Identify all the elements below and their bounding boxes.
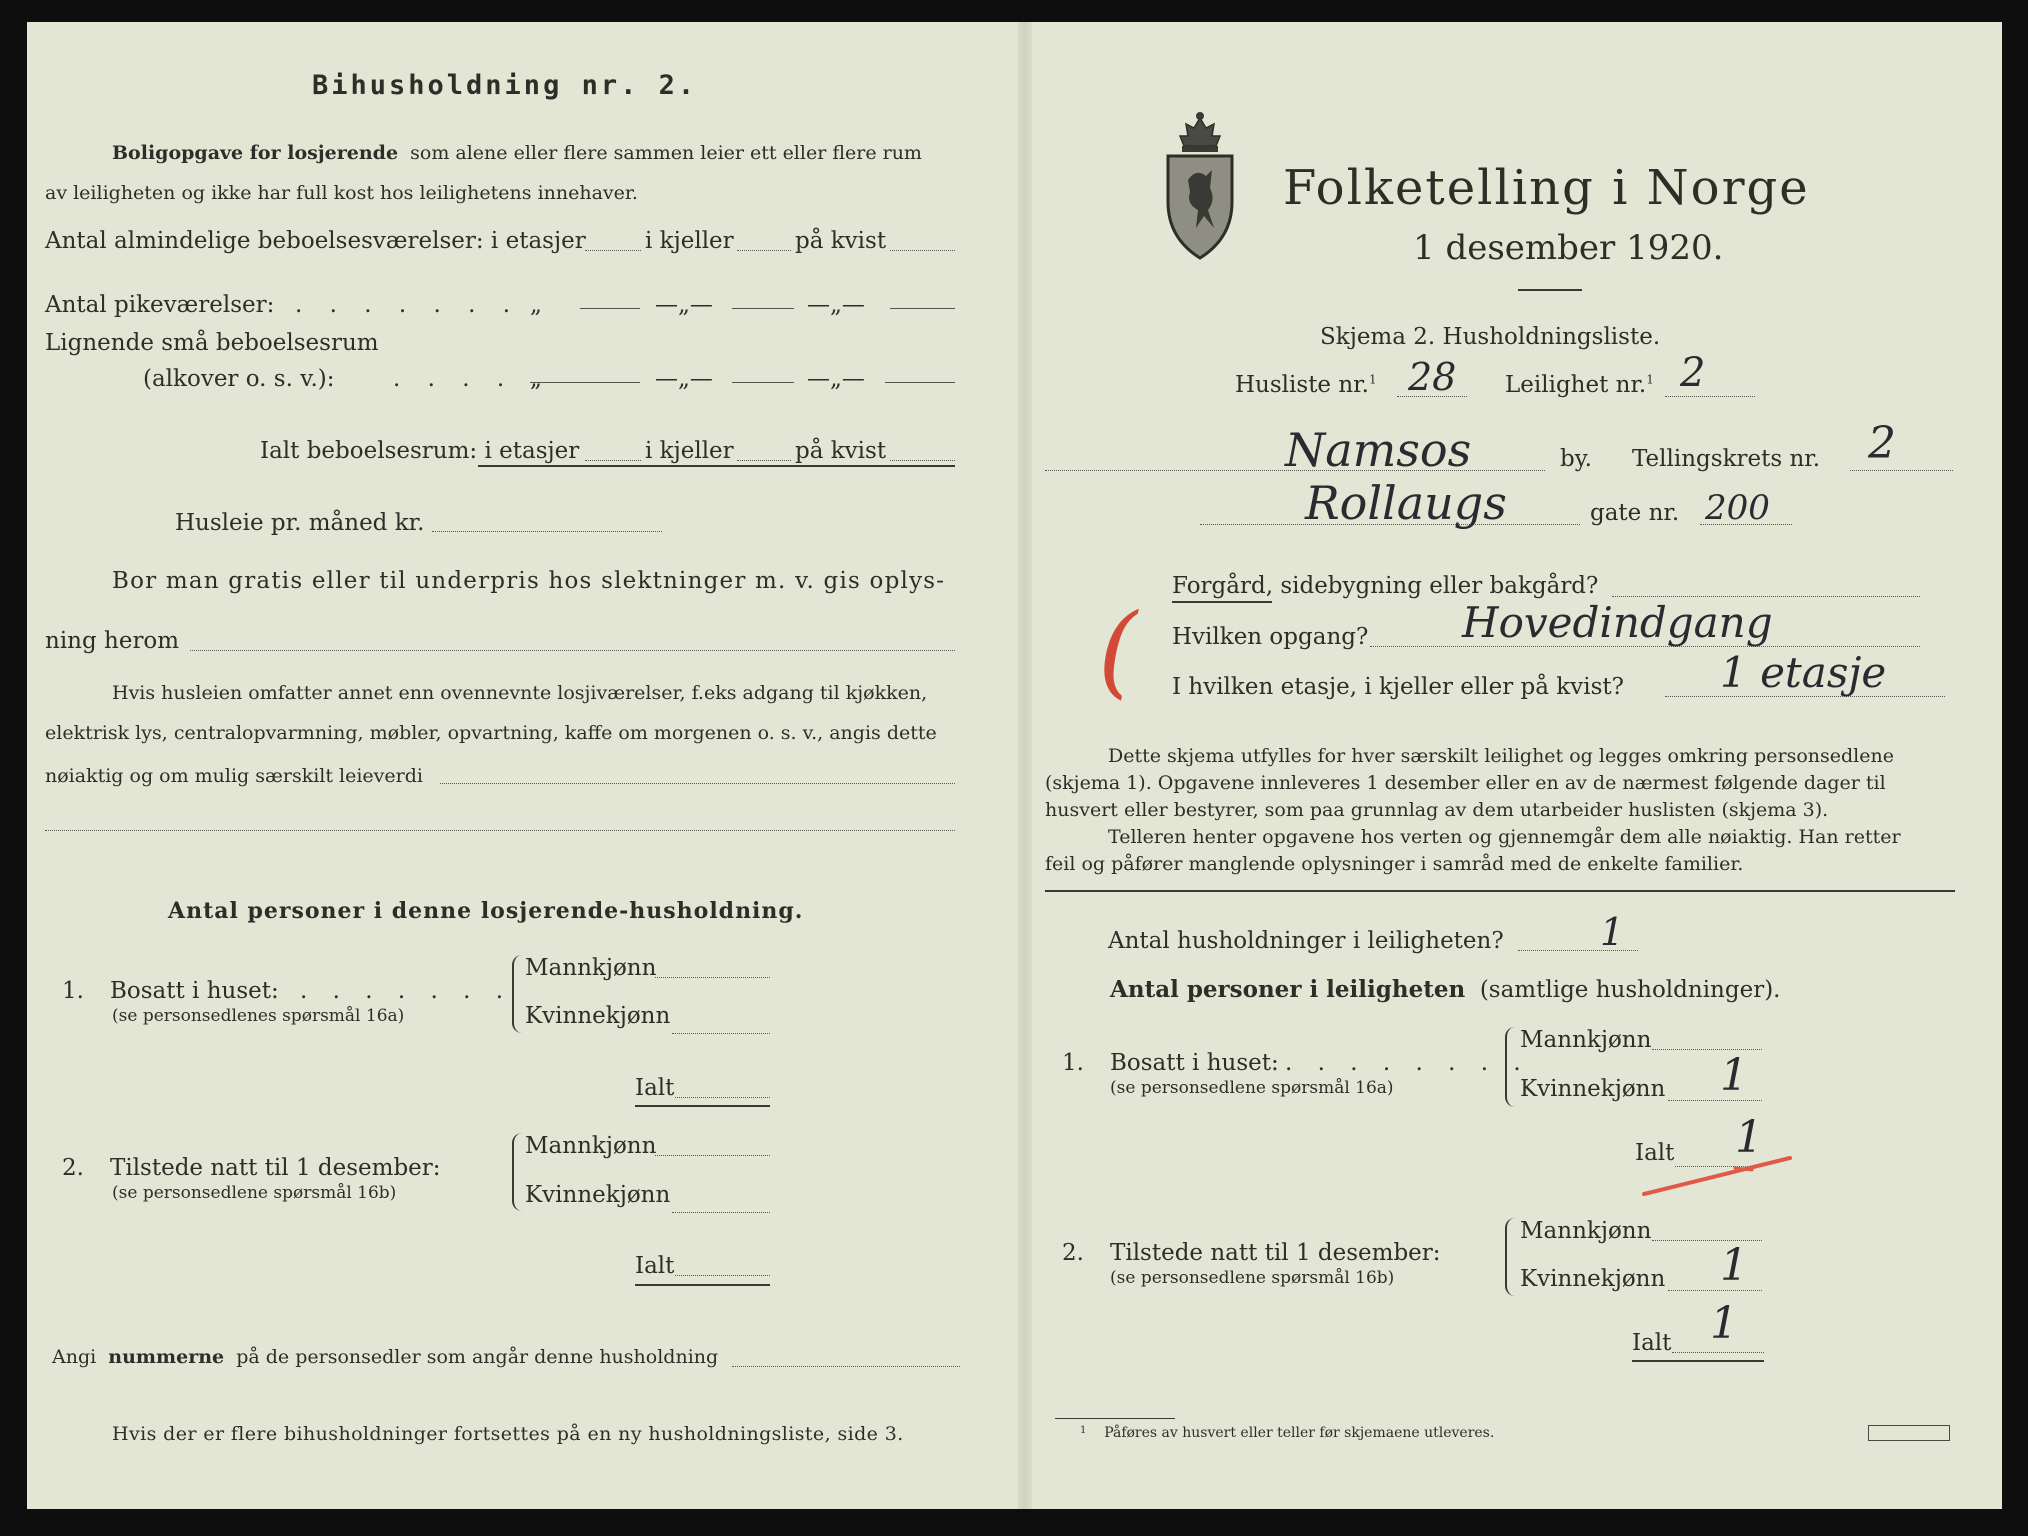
husliste-sup: 1	[1368, 372, 1377, 387]
pike-kvist-field[interactable]	[890, 308, 955, 309]
persons-line	[1110, 976, 1780, 1003]
leilighet-value: 2	[1680, 350, 1706, 396]
right-q1-sub: (se personsedlene spørsmål 16a)	[1110, 1078, 1394, 1098]
left-q1-kvinne-field[interactable]	[672, 1033, 770, 1034]
info-line-3: husvert eller bestyrer, som paa grunnlag av dem utarbeider huslisten (skjema 3).	[1045, 799, 1829, 821]
right-q2-ialt-line	[1632, 1360, 1764, 1362]
printer-stamp	[1868, 1425, 1950, 1441]
husliste-text: Husliste nr.	[1235, 372, 1369, 398]
gate-nr-value: 200	[1705, 488, 1770, 528]
right-q1-ialt-value: 1	[1735, 1112, 1763, 1163]
right-q2-kvinne: Kvinnekjønn	[1520, 1266, 1666, 1292]
krets-label: Tellingskrets nr.	[1632, 446, 1821, 472]
rent-label: Husleie pr. måned kr.	[175, 510, 425, 536]
ialt-rooms-label: Ialt beboelsesrum: i etasjer	[260, 438, 580, 464]
title-divider	[1518, 289, 1582, 291]
right-q2-ialt-value: 1	[1710, 1298, 1738, 1349]
right-q2-sub: (se personsedlene spørsmål 16b)	[1110, 1268, 1395, 1288]
ialt-kjeller-label: i kjeller	[645, 438, 734, 464]
lign-label-2: (alkover o. s. v.):	[143, 366, 335, 392]
hvis-field[interactable]	[440, 783, 955, 784]
left-q1-ialt-field[interactable]	[675, 1097, 770, 1098]
left-q1-sub: (se personsedlenes spørsmål 16a)	[112, 1006, 405, 1026]
by-label: by.	[1560, 446, 1592, 472]
ialt-kvist-label: på kvist	[795, 438, 887, 464]
coat-of-arms-icon	[1160, 110, 1240, 260]
lign-label-1: Lignende små beboelsesrum	[45, 330, 379, 356]
census-date: 1 desember 1920.	[1413, 228, 1724, 268]
lign-ditto-2: —„—	[655, 366, 713, 392]
intro-rest: som alene eller flere sammen leier ett eller flere rum	[410, 142, 922, 164]
info-divider	[1045, 890, 1955, 892]
persons-bold: Antal personer i leiligheten	[1110, 976, 1466, 1003]
ialt-kjeller-field[interactable]	[737, 460, 791, 461]
footnote-rule	[1055, 1418, 1175, 1419]
gate-label: gate nr.	[1590, 500, 1680, 526]
right-q1-leader: . . . . . . . .	[1285, 1050, 1530, 1076]
rooms-kvist-label: på kvist	[795, 228, 887, 254]
red-tally-mark-icon	[1640, 1150, 1800, 1200]
gratis-line-1: Bor man gratis eller til underpris hos slektninger m. v. gis oplys-	[112, 568, 946, 594]
info-line-5: feil og påfører manglende oplysninger i samråd med de enkelte familier.	[1045, 853, 1744, 875]
right-q1-kvinne-value: 1	[1720, 1050, 1748, 1101]
pike-leader: . . . . . . .	[295, 292, 521, 318]
opgang-value: Hovedindgang	[1462, 598, 1773, 647]
angi-pre: Angi	[52, 1346, 97, 1368]
left-q1-label: Bosatt i huset:	[110, 978, 279, 1004]
right-q2-mann: Mannkjønn	[1520, 1218, 1652, 1244]
left-q1-brace	[512, 955, 524, 1033]
info-line-2: (skjema 1). Opgavene innleveres 1 desember eller en av de nærmest følgende dager til	[1045, 772, 1886, 794]
left-q1-mann: Mannkjønn	[525, 955, 657, 981]
pike-kjeller-field[interactable]	[732, 308, 794, 309]
hvis-line-1: Hvis husleien omfatter annet enn ovennevnte losjiværelser, f.eks adgang til kjøkken,	[112, 682, 928, 704]
krets-value: 2	[1868, 418, 1896, 469]
persons-rest: (samtlige husholdninger).	[1479, 977, 1781, 1003]
ialt-rooms-underline	[478, 465, 955, 467]
angi-field[interactable]	[732, 1366, 960, 1367]
opgang-label: Hvilken opgang?	[1172, 624, 1369, 650]
pike-ditto-2: —„—	[655, 292, 713, 318]
left-q1-ialt-line	[635, 1105, 770, 1107]
leilighet-field[interactable]	[1665, 396, 1755, 397]
pike-label: Antal pikeværelser:	[45, 292, 275, 318]
schema-label: Skjema 2. Husholdningsliste.	[1320, 324, 1661, 350]
left-q2-mann: Mannkjønn	[525, 1133, 657, 1159]
right-q2-label: Tilstede natt til 1 desember:	[1110, 1240, 1441, 1266]
leilighet-text: Leilighet nr.	[1505, 372, 1647, 398]
right-q1-label: Bosatt i huset:	[1110, 1050, 1279, 1076]
info-line-1: Dette skjema utfylles for hver særskilt leilighet og legges omkring personsedlene	[1108, 745, 1894, 767]
rent-field[interactable]	[432, 531, 662, 532]
right-q1-kvinne: Kvinnekjønn	[1520, 1076, 1666, 1102]
left-q2-sub: (se personsedlene spørsmål 16b)	[112, 1183, 397, 1203]
footnote	[1080, 1425, 1494, 1441]
lign-kvist-field[interactable]	[885, 382, 955, 383]
info-line-4: Telleren henter opgavene hos verten og gjennemgår dem alle nøiaktig. Han retter	[1108, 826, 1901, 848]
pike-etasjer-field[interactable]	[580, 308, 640, 309]
left-q2-num: 2.	[62, 1155, 84, 1181]
right-q2-kvinne-value: 1	[1720, 1240, 1748, 1291]
margin-check-mark: (	[1098, 592, 1138, 709]
right-q1-mann: Mannkjønn	[1520, 1027, 1652, 1053]
right-q2-brace	[1505, 1218, 1517, 1296]
krets-field[interactable]	[1850, 470, 1953, 471]
intro-bold: Boligopgave for losjerende	[112, 142, 399, 164]
husliste-value: 28	[1408, 355, 1457, 399]
angi-bold: nummerne	[108, 1346, 225, 1368]
left-q2-kvinne: Kvinnekjønn	[525, 1182, 671, 1208]
left-q2-mann-field[interactable]	[655, 1155, 770, 1156]
right-q2-num: 2.	[1062, 1240, 1084, 1266]
leilighet-label	[1505, 372, 1654, 398]
etasje-value: 1 etasje	[1720, 648, 1887, 697]
footnote-text: Påføres av husvert eller teller før skjemaene utleveres.	[1104, 1425, 1495, 1441]
gratis-line-2: ning herom	[45, 628, 180, 654]
left-q2-brace	[512, 1133, 524, 1211]
persons-heading: Antal personer i denne losjerende-husholdning.	[168, 898, 804, 924]
etasje-label: I hvilken etasje, i kjeller eller på kvist?	[1172, 674, 1624, 700]
pike-ditto-3: —„—	[807, 292, 865, 318]
hvis-field-2[interactable]	[45, 830, 955, 831]
left-q1-kvinne: Kvinnekjønn	[525, 1003, 671, 1029]
gratis-field[interactable]	[190, 650, 955, 651]
rooms-kjeller-field[interactable]	[737, 250, 791, 251]
angi-rest: på de personsedler som angår denne husholdning	[236, 1346, 719, 1368]
left-q1-leader: . . . . . . .	[300, 978, 513, 1004]
forgard-underline	[1172, 601, 1272, 603]
gate-value: Rollaugs	[1305, 476, 1507, 530]
left-q2-ialt: Ialt	[635, 1253, 675, 1279]
ialt-etasjer-field[interactable]	[585, 460, 641, 461]
left-footer: Hvis der er flere bihusholdninger fortsettes på en ny husholdningsliste, side 3.	[112, 1423, 904, 1445]
intro-line-2: av leiligheten og ikke har full kost hos leilighetens innehaver.	[45, 182, 638, 204]
forgard-label: Forgård, sidebygning eller bakgård?	[1172, 573, 1599, 599]
pike-ditto: „	[530, 292, 542, 318]
rooms-kvist-field[interactable]	[890, 250, 955, 251]
forgard-field[interactable]	[1612, 596, 1920, 597]
right-q1-num: 1.	[1062, 1050, 1084, 1076]
right-q1-brace	[1505, 1027, 1517, 1107]
left-q2-label: Tilstede natt til 1 desember:	[110, 1155, 441, 1181]
lign-ditto: „	[530, 366, 542, 392]
hush-label: Antal husholdninger i leiligheten?	[1108, 928, 1504, 954]
lign-ditto-3: —„—	[807, 366, 865, 392]
hvis-line-2: elektrisk lys, centralopvarmning, møbler, opvartning, kaffe om morgenen o. s. v., angis dette	[45, 722, 937, 744]
intro-line-1	[112, 142, 922, 164]
right-page-title: Folketelling i Norge	[1283, 160, 1810, 216]
husliste-label	[1235, 372, 1377, 398]
angi-line	[52, 1346, 718, 1368]
rooms-label: Antal almindelige beboelsesværelser: i etasjer	[45, 228, 586, 254]
left-q1-ialt: Ialt	[635, 1075, 675, 1101]
ialt-kvist-field[interactable]	[890, 460, 955, 461]
left-q1-mann-field[interactable]	[655, 977, 770, 978]
left-q2-ialt-line	[635, 1284, 770, 1286]
rooms-etasjer-field[interactable]	[585, 250, 641, 251]
leilighet-sup: 1	[1646, 372, 1654, 387]
left-page-title: Bihusholdning nr. 2.	[312, 70, 698, 101]
lign-leader: . . . .	[393, 366, 515, 392]
lign-kjeller-field[interactable]	[732, 382, 794, 383]
left-q2-kvinne-field[interactable]	[672, 1212, 770, 1213]
page-fold	[1018, 22, 1032, 1509]
hvis-line-3: nøiaktig og om mulig særskilt leieverdi	[45, 765, 423, 787]
right-q2-ialt-field[interactable]	[1672, 1352, 1764, 1353]
by-value: Namsos	[1285, 423, 1472, 477]
hush-value: 1	[1600, 910, 1625, 954]
left-q1-num: 1.	[62, 978, 84, 1004]
rooms-kjeller-label: i kjeller	[645, 228, 734, 254]
right-q1-ialt: Ialt	[1635, 1140, 1675, 1166]
left-q2-ialt-field[interactable]	[675, 1275, 770, 1276]
right-q2-ialt: Ialt	[1632, 1330, 1672, 1356]
lign-etasjer-field[interactable]	[530, 382, 640, 383]
footnote-num: 1	[1080, 1425, 1087, 1436]
